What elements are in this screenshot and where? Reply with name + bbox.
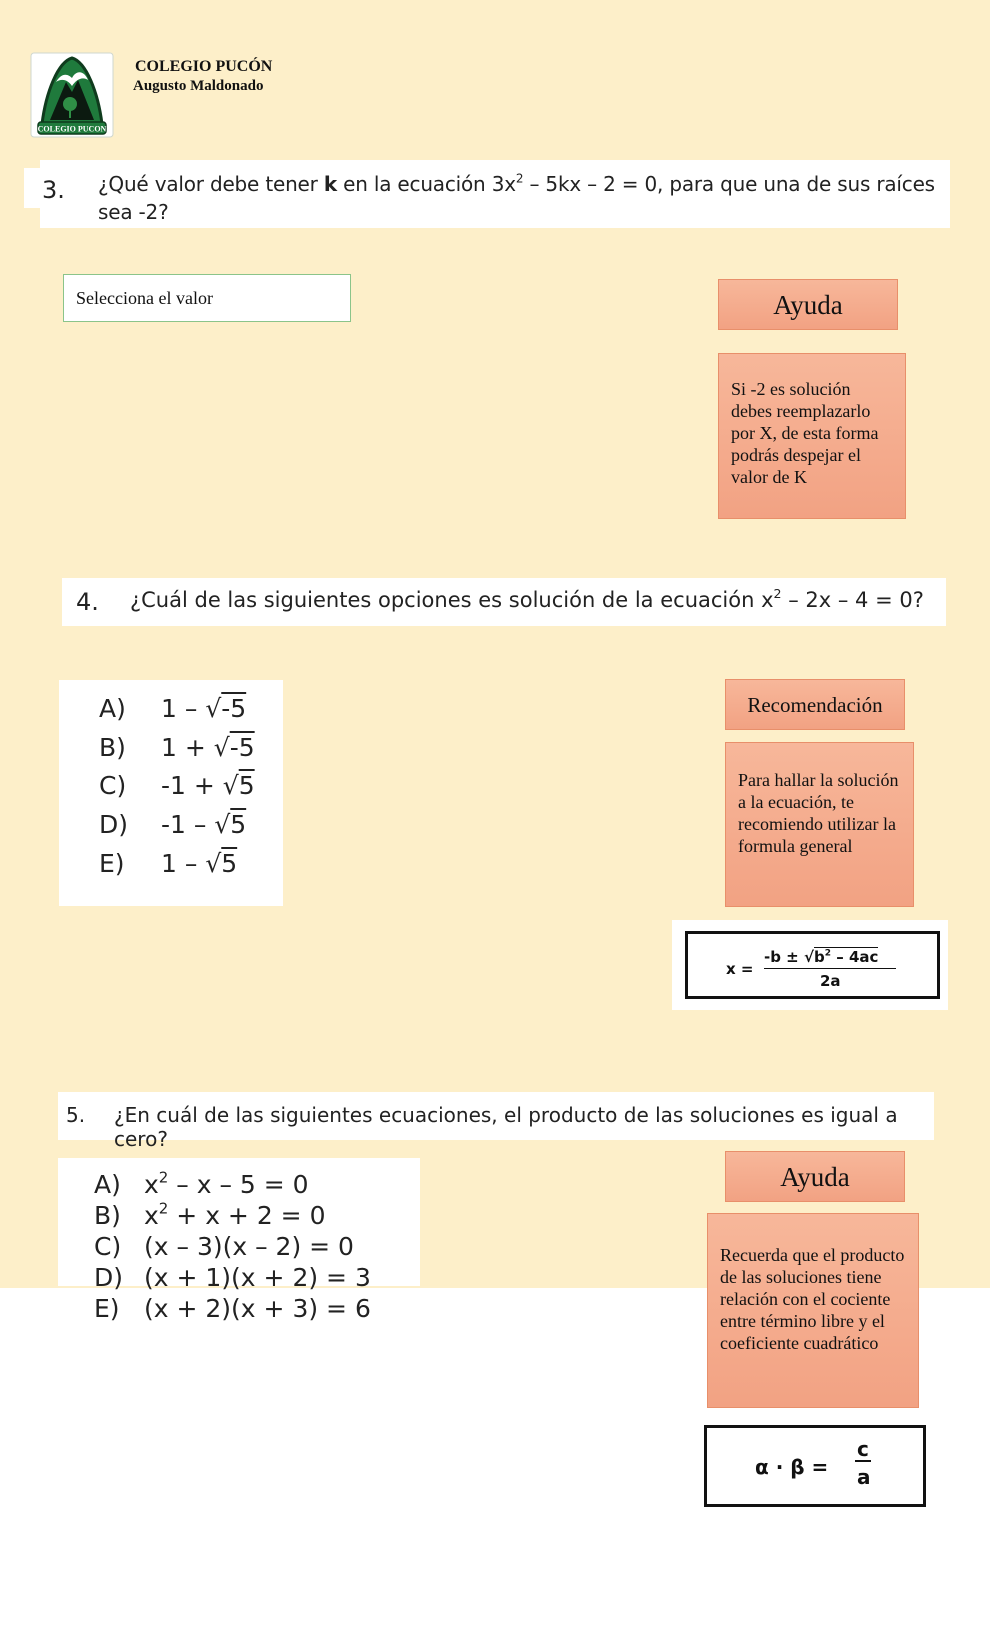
school-name: COLEGIO PUCÓN bbox=[135, 58, 273, 75]
help-hint-box: Si -2 es solución debes reemplazarlo por X, de esta forma podrás despejar el valor de K bbox=[718, 353, 906, 519]
ratio-numerator: c bbox=[857, 1437, 869, 1461]
formula-denominator: 2a bbox=[820, 972, 841, 990]
recommendation-hint-box: Para hallar la solución a la ecuación, te recomiendo utilizar la formula general bbox=[725, 742, 914, 907]
school-logo-icon bbox=[30, 52, 114, 138]
help-button[interactable]: Ayuda bbox=[718, 279, 898, 330]
quadratic-formula bbox=[685, 931, 940, 999]
answer-option-c[interactable]: C) (x – 3)(x – 2) = 0 bbox=[94, 1232, 354, 1261]
help-hint-box: Recuerda que el producto de las soluciones tiene relación con el cociente entre término libre y el coeficiente cuadrático bbox=[707, 1213, 919, 1408]
question-number: 5. bbox=[66, 1103, 86, 1127]
square-root-symbol: √ bbox=[214, 810, 231, 839]
question-number: 3. bbox=[42, 176, 65, 204]
variable-k: k bbox=[323, 172, 337, 196]
answer-option-b[interactable]: B) $x^2 + x + 2 = 0$ bbox=[94, 1199, 326, 1230]
answer-option-c[interactable]: C) -1 + √5 bbox=[99, 771, 255, 800]
square-root-symbol: √ bbox=[213, 733, 230, 762]
formula-numerator: $-b \pm √b^2 - 4ac$ bbox=[764, 948, 896, 969]
recommendation-button[interactable]: Recomendación bbox=[725, 679, 905, 730]
school-subtitle: Augusto Maldonado bbox=[133, 78, 264, 94]
value-select-dropdown[interactable]: Selecciona el valor bbox=[63, 274, 351, 322]
square-root-symbol: √ bbox=[222, 771, 239, 800]
question-text: ¿Qué valor debe tener k en la ecuación $3x^2 - 5kx - 2 = 0$, para que una de sus raíces sea -2? bbox=[98, 171, 935, 224]
answer-option-b[interactable]: B) 1 + √-5 bbox=[99, 733, 255, 762]
answer-option-d[interactable]: D) -1 – √5 bbox=[99, 810, 247, 839]
logo-text: COLEGIO PUCON bbox=[37, 124, 107, 134]
question-text: ¿En cuál de las siguientes ecuaciones, el producto de las soluciones es igual a cero? bbox=[114, 1103, 898, 1151]
answer-options-list bbox=[59, 680, 283, 906]
ratio-denominator: a bbox=[857, 1465, 871, 1489]
answer-option-a[interactable]: A) $x^2 - x - 5 = 0$ bbox=[94, 1168, 309, 1199]
square-root-symbol: √ bbox=[205, 694, 222, 723]
question-text: ¿Cuál de las siguientes opciones es solución de la ecuación $x^2 - 2x - 4 = 0$? bbox=[130, 586, 924, 612]
square-root-symbol: √ bbox=[205, 849, 222, 878]
answer-option-d[interactable]: D) (x + 1)(x + 2) = 3 bbox=[94, 1263, 371, 1292]
answer-options-list bbox=[58, 1158, 420, 1323]
answer-option-a[interactable]: A) 1 – √-5 bbox=[99, 694, 247, 723]
product-of-roots-formula bbox=[704, 1425, 926, 1507]
question-3 bbox=[40, 160, 950, 228]
formula-lhs: x = bbox=[726, 960, 754, 978]
question-4 bbox=[62, 578, 946, 626]
answer-option-e[interactable]: E) 1 – √5 bbox=[99, 849, 238, 878]
question-number: 4. bbox=[76, 588, 99, 616]
help-button[interactable]: Ayuda bbox=[725, 1151, 905, 1202]
square-root-symbol: √ bbox=[804, 948, 815, 966]
question-5 bbox=[58, 1092, 934, 1151]
ratio-lhs: α · β = bbox=[755, 1455, 829, 1479]
answer-option-e[interactable]: E) (x + 2)(x + 3) = 6 bbox=[94, 1294, 371, 1323]
